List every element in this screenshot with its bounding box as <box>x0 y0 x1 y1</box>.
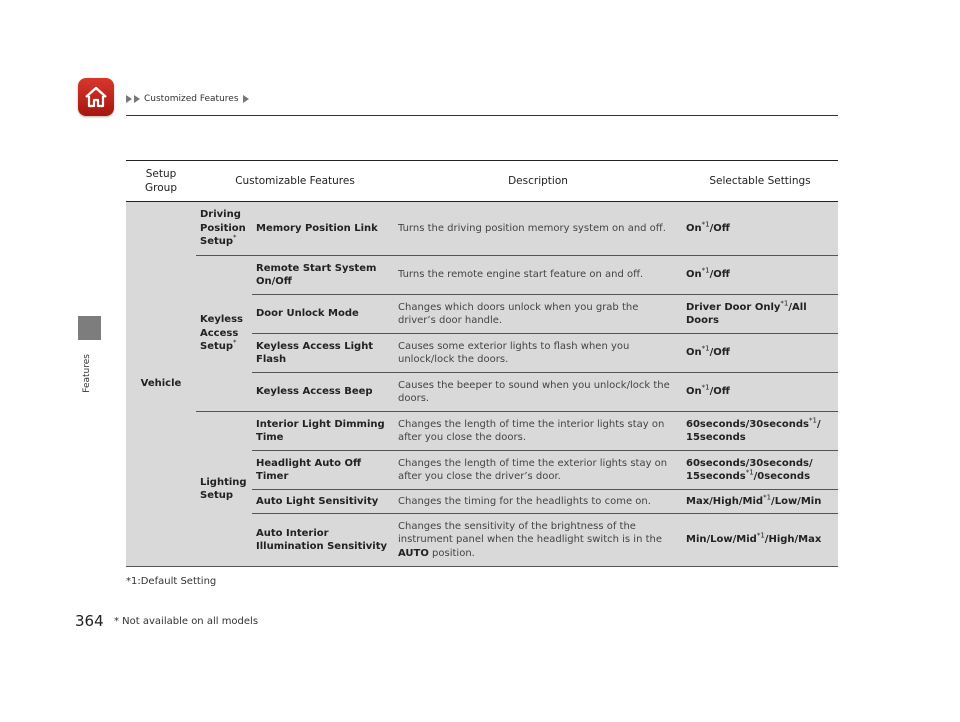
feature-description: Changes the sensitivity of the brightness of the instrument panel when the headlight switch is in the AUTO position. <box>394 514 682 567</box>
selectable-setting: 60seconds/30seconds/ 15seconds$^{*1}$/0seconds <box>682 451 838 490</box>
feature-description: Changes which doors unlock when you grab the driver’s door handle. <box>394 295 682 334</box>
breadcrumb-link-customized-features[interactable]: Customized Features <box>144 94 239 104</box>
selectable-setting: Max/High/Mid$^{*1}$/Low/Min <box>682 490 838 514</box>
category-vehicle: Vehicle <box>126 202 196 567</box>
triangle-right-icon <box>126 95 132 103</box>
feature-description: Changes the length of time the exterior lights stay on after you close the driver’s door. <box>394 451 682 490</box>
group-driving-position-setup: Driving Position Setup* <box>196 202 252 256</box>
feature-name: Door Unlock Mode <box>252 295 394 334</box>
page-number: 364 <box>75 612 104 630</box>
header-rule <box>126 115 838 116</box>
not-available-note: * Not available on all models <box>114 616 259 627</box>
feature-name: Interior Light Dimming Time <box>252 412 394 451</box>
selectable-setting: Driver Door Only$^{*1}$/All Doors <box>682 295 838 334</box>
feature-description: Causes the beeper to sound when you unlock/lock the doors. <box>394 373 682 412</box>
selectable-setting: On$^{*1}$/Off <box>682 256 838 295</box>
feature-description: Turns the remote engine start feature on and off. <box>394 256 682 295</box>
feature-name: Headlight Auto Off Timer <box>252 451 394 490</box>
table-row <box>126 256 838 295</box>
section-tab-label: Features <box>82 354 92 393</box>
feature-description: Changes the length of time the interior lights stay on after you close the doors. <box>394 412 682 451</box>
selectable-setting: On$^{*1}$/Off <box>682 202 838 256</box>
selectable-setting: On$^{*1}$/Off <box>682 334 838 373</box>
home-icon <box>83 84 109 110</box>
selectable-setting: On$^{*1}$/Off <box>682 373 838 412</box>
feature-description: Turns the driving position memory system on and off. <box>394 202 682 256</box>
feature-name: Keyless Access Light Flash <box>252 334 394 373</box>
feature-description: Changes the timing for the headlights to come on. <box>394 490 682 514</box>
feature-name: Remote Start System On/Off <box>252 256 394 295</box>
selectable-setting: 60seconds/30seconds$^{*1}$/ 15seconds <box>682 412 838 451</box>
customizable-features-table <box>126 160 838 567</box>
feature-name: Auto Interior Illumination Sensitivity <box>252 514 394 567</box>
triangle-right-icon <box>243 95 249 103</box>
feature-description: Causes some exterior lights to flash when you unlock/lock the doors. <box>394 334 682 373</box>
home-button[interactable] <box>78 78 114 116</box>
feature-name: Keyless Access Beep <box>252 373 394 412</box>
table-row <box>126 412 838 451</box>
feature-name: Memory Position Link <box>252 202 394 256</box>
triangle-right-icon <box>134 95 140 103</box>
selectable-setting: Min/Low/Mid$^{*1}$/High/Max <box>682 514 838 567</box>
header-customizable-features: Customizable Features <box>196 161 394 202</box>
header-description: Description <box>394 161 682 202</box>
header-setup-group: Setup Group <box>126 161 196 202</box>
default-setting-footnote: *1:Default Setting <box>126 576 217 587</box>
section-tab-marker[interactable] <box>78 316 101 340</box>
feature-name: Auto Light Sensitivity <box>252 490 394 514</box>
table-header-row <box>126 161 838 202</box>
table-row <box>126 202 838 256</box>
group-keyless-access-setup: Keyless Access Setup* <box>196 256 252 412</box>
breadcrumb <box>126 94 249 104</box>
header-selectable-settings: Selectable Settings <box>682 161 838 202</box>
group-lighting-setup: Lighting Setup <box>196 412 252 567</box>
